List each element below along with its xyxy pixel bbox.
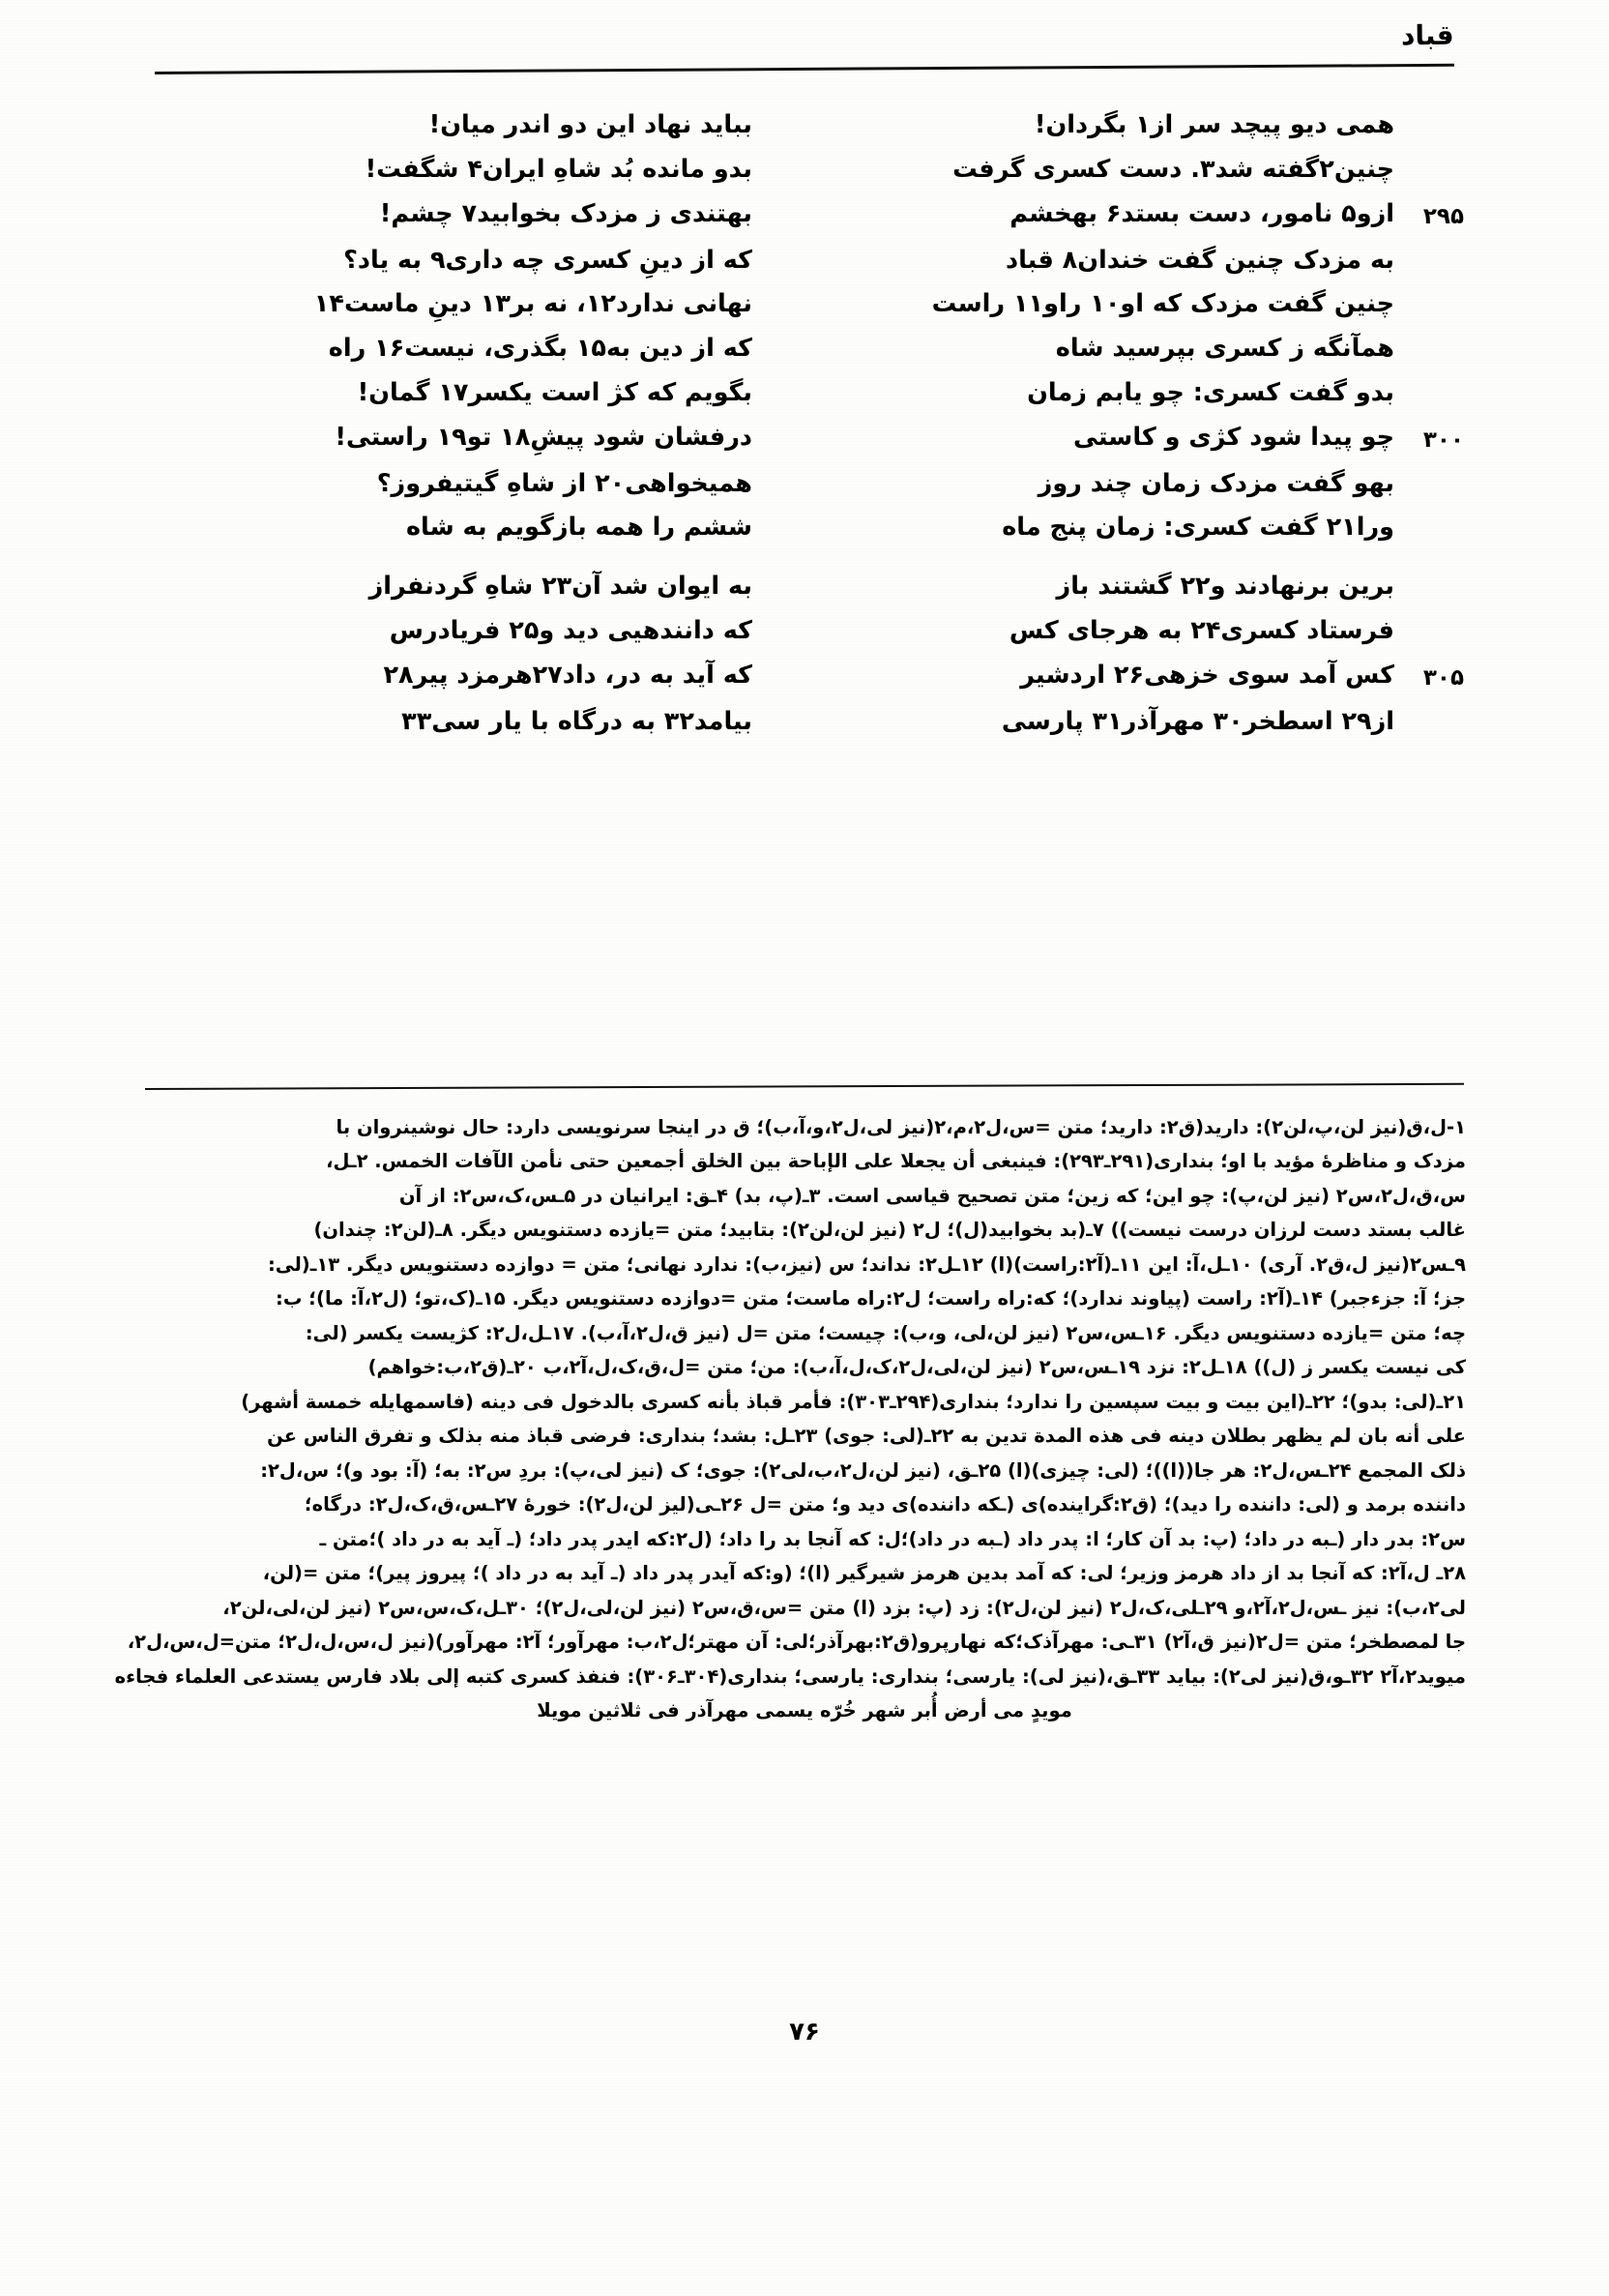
hemistich-first: از٢٩ اسطخر٣٠ مهرآذر٣١ پارسی [1001,706,1394,736]
hemistich-first: چنین٢گفته شد٣. دست کسری گرفت [952,154,1394,184]
hemistich-first: فرستاد کسری٢۴ به هرجای کس [1009,615,1394,645]
hemistich-first: چو پیدا شود کژی و کاستی [1073,422,1394,452]
apparatus-line: جز؛ آ: جزءجبر) ۱۴ـ(آ٢: راست (پیاوند ندارد)؛ که:راه راست؛ ل٢:راه ماست؛ متن =دوازده دستنویس دیگر. ۱۵ـ(ک،تو؛ (ل٢،آ: ما)؛ ب: [276,1287,1466,1310]
apparatus-line: ۹ـس٢(نیز ل،ق٢. آری) ۱۰ـل،آ: این ۱۱ـ(آ٢:راست)(ا) ۱۲ـل٢: نداند؛ س (نیز،ب): ندارد نهانی؛ متن = دوازده دستنویس دیگر. ۱۳ـ(لی: [267,1252,1466,1276]
stanza [145,112,1464,541]
verse-number [1400,471,1464,474]
apparatus-line: داننده برمد و (لی: داننده را دید)؛ (ق٢:گراینده)ی (ـکه داننده)ی دید و؛ متن =ل ۲۶ـی(لیز لن،ل٢): خورهٔ ۲۷ـس،ق،ک،ل٢: درگاه؛ [304,1493,1466,1516]
verse-number [1400,157,1464,160]
apparatus-line: جا لمصطخر؛ متن =ل٢(نیز ق،آ٢) ۳۱ـی: مهرآذک؛که نهارپرو(ق٢:بهرآذر؛لی: آن مهتر؛ل٢،ب: مهرآور؛ آ٢: مهرآور)(نیز ل،س،ل،ل٢؛ متن=ل،س،ل٢، [127,1631,1466,1654]
hemistich-second: بباید نهاد این دو اندر میان! [428,110,752,139]
verse-line [145,615,1464,645]
verse-number: ۳۰۵ [1422,664,1464,691]
apparatus-line: چه؛ متن =یازده دستنویس دیگر. ۱۶ـس،س٢ (نیز لن،لی، و،ب): چیست؛ متن =ل (نیز ق،ل٢،آ،ب). ۱۷ـل،ل٢: کژیست یکسر (لی: [305,1321,1466,1344]
verse-line [145,515,1464,541]
verse-number [1400,291,1464,294]
hemistich-second: همیخواهی٢٠ از شاهِ گیتیفروز؟ [376,468,752,498]
verse-number [1400,709,1464,712]
verse-line [145,336,1464,362]
hemistich-first: همآنگه ز کسری بپرسید شاه [1055,334,1394,364]
apparatus-line: لی٢،ب): نیز ـس،ل٢،آ٢،و ۲۹ـلی،ک،ل٢ (نیز لن،ل٢): زد (پ: بزد (ا) متن =س،ق،س٢ (نیز لن،لی،ل٢)؛ ۳۰ـل،ک،س،س٢ (نیز لن،لی،لن٢، [222,1596,1466,1619]
hemistich-second: به ایوان شد آن٢٣ شاهِ گردنفراز [368,572,752,602]
verse-area [145,112,1464,759]
hemistich-first: ورا٢١ گفت کسری: زمان پنج ماه [1002,513,1394,543]
verse-number [1400,336,1464,339]
hemistich-second: ششم را همه بازگویم به شاه [405,513,752,543]
verse-number [1400,618,1464,621]
hemistich-second: درفشان شود پیشِ١٨ تو١٩ راستی! [335,422,752,452]
hemistich-second: بیامد٣٢ به درگاه با یار سی٣٣ [401,706,752,736]
verse-number [1400,380,1464,383]
stanza [145,574,1464,734]
hemistich-first: چنین گفت مزدک که او١٠ راو١١ راست [931,289,1394,319]
apparatus-line: کی نیست یکسر ز (ل)) ۱۸ـل٢: نزد ۱۹ـس،س٢ (نیز لن،لی،ل٢،ک،ل،آ،ب): من؛ متن =ل،ق،ک،ل،آ٢،ب ۲۰ـ(ق٢،ب:خواهم) [367,1356,1466,1379]
apparatus-line: ١-ل،ق(نیز لن،پ،لن٢): دارید(ق٢: دارید؛ متن =س،ل٢،م،٢(نیز لی،ل٢،و،آ،ب)؛ ق در اینجا سرنویسی دارد: حال نوشینروان با [336,1116,1466,1138]
verse-number: ۳۰۰ [1422,427,1464,453]
hemistich-second: که دانندهیی دید و٢۵ فریادرس [389,615,752,645]
verse-number [1400,112,1464,115]
verse-line [145,154,1464,184]
running-head-title: قباد [1401,18,1455,52]
apparatus-line: مزدک و مناظرهٔ مؤید با او؛ بنداری(۲۹۱ـ۲۹۳): فینبغی أن یجعلا علی الإباحة بین الخلق أجمعین حتی نأمن الآفات الخمس. ۲ـل، [326,1150,1466,1173]
hemistich-second: نهانی ندارد١٢، نه بر١٣ دینِ ماست١۴ [313,289,752,319]
verse-line [145,291,1464,317]
verse-line [145,706,1464,736]
verse-number: ۲۹۵ [1422,203,1464,229]
page-number: ۷۶ [789,2017,820,2046]
hemistich-first: بدو گفت کسری: چو یابم زمان [1027,377,1394,407]
apparatus-line: ۲۸ـ ل،آ٢: که آنجا بد از داد هرمز وزیر؛ لی: که آمد بدین هرمز شیرگیر (ا)؛ (و:که آیدر پدر داد (ـ آید به در داد )؛ پیروز پیر)؛ متن =(لن، [262,1562,1466,1585]
hemistich-second: که از دین به١۵ بگذری، نیست١۶ راه [328,334,752,364]
critical-apparatus [114,1110,1466,1728]
hemistich-first: کس آمد سوی خزهی٢۶ اردشیر [1020,660,1394,690]
header-rule [155,64,1454,74]
apparatus-line: غالب بستد دست لرزان درست نیست)) ۷ـ(بد بخوابید(ل)؛ ل٢ (نیز لن،لن٢): بتابید؛ متن =یازده دستنویس دیگر. ۸ـ(لن٢: چندان) [313,1219,1466,1242]
apparatus-line: س٢: بدر دار (ـبه در داد؛ (پ: بد آن کار؛ ا: پدر داد (ـبه در داد)؛ل: که آنجا بد را داد؛ (ل٢:که ایدر پدر داد؛ (ـ آید به در داد )؛متن ـ [319,1527,1466,1550]
apparatus-line: علی أنه بان لم یظهر بطلان دینه فی هذه المدة تدین به ۲۲ـ(لی: جوی) ۲۳ـل: بشد؛ بنداری: فرضی قباذ منه بذلک و تفرق الناس عن [267,1425,1466,1448]
hemistich-second: بهتندی ز مزدک بخوابید٧ چشم! [379,198,752,228]
hemistich-second: که آید به در، داد٢٧هرمزد پیر٢٨ [383,660,752,690]
hemistich-first: به مزدک چنین گفت خندان٨ قباد [1006,245,1394,275]
verse-line [145,422,1464,453]
apparatus-line: میوید٢،آ٢ ۳۲ـو،ق(نیز لی٢): بیاید ۳۳ـق،(نیز لی): یارسی؛ بنداری: یارسی؛ بنداری(۳۰۴ـ۳۰۶): فنفذ کسری کتبه إلی بلاد فارس یستدعی العلماء فجاءه [114,1664,1466,1688]
apparatus-line: مویدٍ می أرض أُبر شهر خُرّه یسمی مهرآذر فی ثلاثین مویلا [537,1699,1072,1722]
apparatus-line: س،ق،ل٢،س٢ (نیز لن،پ): چو این؛ که زین؛ متن تصحیح قیاسی است. ۳ـ(پ، بد) ۴ـق: ایرانیان در ۵ـس،ک،س٢: از آن [398,1184,1466,1207]
verse-number [1400,574,1464,576]
hemistich-first: ازو۵ نامور، دست بستد۶ بهخشم [1009,198,1394,228]
apparatus-line: ۲۱ـ(لی: بدو)؛ ۲۲ـ(این بیت و بیت سپسین را ندارد؛ بنداری(۲۹۴ـ۳۰۳): فأمر قباذ بأنه کسری بالدخول فی دینه (فاسمهایله خمسة أشهر) [241,1390,1466,1413]
verse-line [145,377,1464,407]
verse-number [1400,248,1464,250]
verse-line [145,468,1464,498]
verse-line [145,198,1464,229]
running-head [155,19,1454,77]
hemistich-second: که از دینِ کسری چه داری٩ به یاد؟ [343,245,752,275]
verse-line [145,574,1464,600]
footnote-rule [145,1083,1464,1090]
hemistich-first: همی دیو پیچد سر از١ بگردان! [1034,110,1394,139]
hemistich-first: بهو گفت مزدک زمان چند روز [1038,468,1394,498]
verse-line [145,112,1464,138]
hemistich-first: برین برنهادند و٢٢ گشتند باز [1056,572,1394,602]
apparatus-line: ذلک المجمع ۲۴ـس،ل٢: هر جا((ا))؛ (لی: چیزی)(ا) ۲۵ـق، (نیز لن،ل٢،ب،لی٢): جوی؛ ک (نیز لی،پ): بردِ س٢: به؛ (آ: بود و)؛ س،ل٢: [260,1458,1466,1482]
hemistich-second: بدو مانده بُد شاهِ ایران۴ شگفت! [365,154,752,184]
hemistich-second: بگویم که کژ است یکسر١٧ گمان! [357,377,752,407]
verse-line [145,245,1464,275]
verse-number [1400,515,1464,517]
verse-line [145,662,1464,691]
